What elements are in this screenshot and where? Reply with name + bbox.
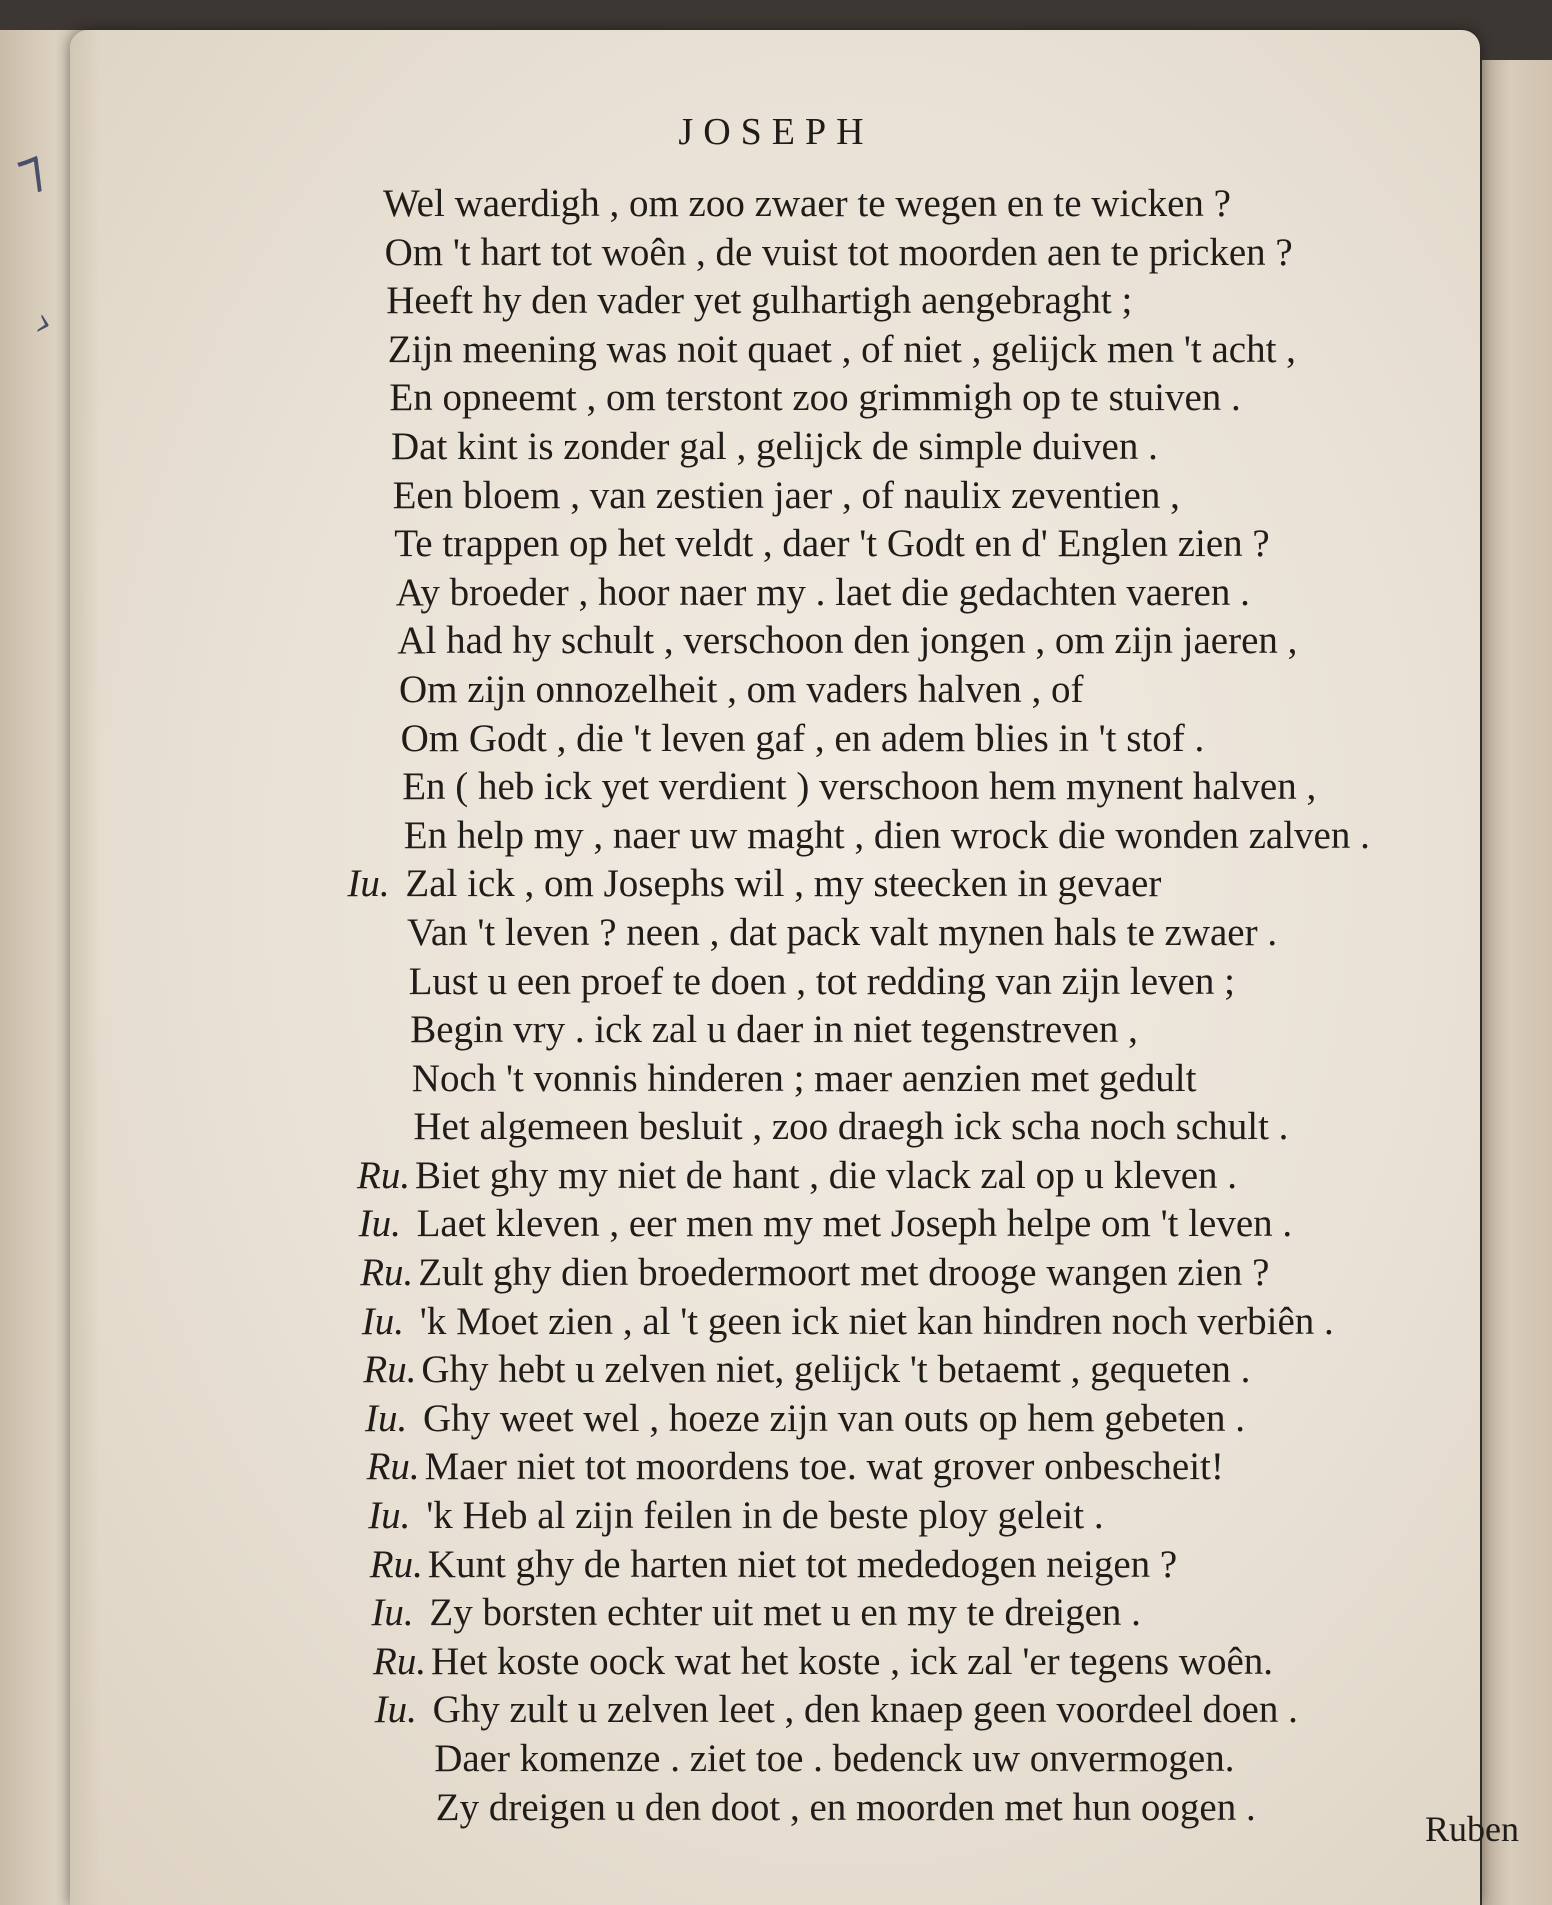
- verse-line: [370, 180, 1490, 229]
- verse-text: Al had hy schult , verschoon den jongen , om zijn jaeren ,: [397, 619, 1298, 663]
- verse-line: [357, 1152, 1490, 1201]
- verse-line: [370, 1006, 1490, 1055]
- verse-text: Te trappen op het veldt , daer 't Godt en d' Englen zien ?: [394, 522, 1270, 566]
- verse-text: Lust u een proef te doen , tot redding van zijn leven ;: [408, 959, 1235, 1003]
- verse-text: Heeft hy den vader yet gulhartigh aengebraght ;: [386, 279, 1133, 323]
- verse-text: Om Godt , die 't leven gaf , en adem blies in 't stof .: [400, 716, 1205, 760]
- poem-text: [347, 180, 1490, 1832]
- verse-line: [370, 763, 1490, 812]
- verse-text: Kunt ghy de harten niet tot mededogen neigen ?: [427, 1542, 1178, 1586]
- verse-text: Om zijn onnozelheit , om vaders halven , of: [399, 667, 1084, 711]
- verse-text: Ay broeder , hoor naer my . laet die gedachten vaeren .: [395, 570, 1250, 614]
- verse-text: Een bloem , van zestien jaer , of naulix zeventien ,: [392, 473, 1180, 517]
- verse-text: Zy borsten echter uit met u en my te dreigen .: [429, 1591, 1141, 1635]
- verse-line: [370, 520, 1490, 569]
- speaker-label: Ru.: [357, 1153, 411, 1197]
- verse-line: [365, 1395, 1490, 1444]
- verse-line: [370, 666, 1490, 715]
- verse-line: [370, 1784, 1490, 1833]
- verse-text: En ( heb ick yet verdient ) verschoon hem mynent halven ,: [402, 765, 1317, 809]
- verse-line: [370, 277, 1490, 326]
- verse-line: [347, 860, 1490, 909]
- verse-line: [370, 1735, 1490, 1784]
- verse-text: Noch 't vonnis hinderen ; maer aenzien met gedult: [411, 1056, 1197, 1100]
- running-head: JOSEPH: [678, 111, 874, 153]
- pencil-mark: ⁊: [8, 137, 54, 203]
- verse-line: [370, 1541, 1490, 1590]
- verse-text: Wel waerdigh , om zoo zwaer te wegen en te wicken ?: [383, 182, 1231, 225]
- verse-text: Begin vry . ick zal u daer in niet tegenstreven ,: [410, 1008, 1138, 1052]
- verse-line: [363, 1346, 1490, 1395]
- verse-text: Ghy hebt u zelven niet, gelijck 't betaemt , gequeten .: [421, 1348, 1251, 1392]
- verse-line: [370, 472, 1490, 521]
- speaker-label: Iu.: [358, 1202, 401, 1246]
- page-gutter: [70, 30, 100, 1905]
- verse-text: Maer niet tot moordens toe. wat grover onbescheit!: [424, 1445, 1224, 1489]
- verse-text: 'k Heb al zijn feilen in de beste ploy geleit .: [426, 1494, 1104, 1538]
- verse-text: 'k Moet zien , al 't geen ick niet kan hindren noch verbiên .: [419, 1299, 1334, 1343]
- speaker-label: Iu.: [374, 1688, 417, 1732]
- right-page-edge: [1482, 60, 1552, 1905]
- speaker-label: Iu.: [368, 1494, 411, 1538]
- verse-line: [370, 1492, 1490, 1541]
- verse-line: [360, 1249, 1490, 1298]
- speaker-label: Iu.: [347, 862, 390, 906]
- verse-text: En opneemt , om terstont zoo grimmigh op te stuiven .: [389, 376, 1241, 420]
- verse-line: [370, 1638, 1490, 1687]
- speaker-label: Iu.: [371, 1591, 414, 1635]
- verse-text: Het koste oock wat het koste , ick zal 'er tegens woên.: [431, 1639, 1274, 1683]
- verse-line: [370, 229, 1490, 278]
- verse-text: Het algemeen besluit , zoo draegh ick scha noch schult .: [413, 1105, 1289, 1149]
- verse-line: [370, 326, 1490, 375]
- speaker-label: Iu.: [365, 1396, 408, 1440]
- verse-line: [370, 1055, 1490, 1104]
- pencil-tick: ›: [30, 298, 58, 348]
- verse-text: Zy dreigen u den doot , en moorden met hun oogen .: [435, 1785, 1256, 1829]
- verse-line: [370, 715, 1490, 764]
- verse-text: Biet ghy my niet de hant , die vlack zal op u kleven .: [415, 1153, 1238, 1197]
- verse-line: [370, 617, 1490, 666]
- verse-line: [370, 1686, 1490, 1735]
- verse-line: [361, 1298, 1490, 1347]
- verse-line: [370, 1103, 1490, 1152]
- verse-line: [370, 909, 1490, 958]
- speaker-label: Iu.: [361, 1299, 405, 1343]
- speaker-label: Ru.: [369, 1542, 423, 1586]
- verse-line: [370, 423, 1490, 472]
- verse-text: Ghy zult u zelven leet , den knaep geen voordeel doen .: [432, 1688, 1298, 1732]
- verse-line: [366, 1443, 1490, 1492]
- catchword: Ruben: [1425, 1809, 1519, 1849]
- speaker-label: Ru.: [363, 1348, 417, 1392]
- verse-text: Zult ghy dien broedermoort met drooge wangen zien ?: [418, 1251, 1270, 1295]
- verse-text: Daer komenze . ziet toe . bedenck uw onvermogen.: [434, 1737, 1235, 1780]
- verse-text: Ghy weet wel , hoeze zijn van outs op hem gebeten .: [423, 1396, 1245, 1440]
- verse-text: Zijn meening was noit quaet , of niet , gelijck men 't acht ,: [387, 327, 1296, 371]
- speaker-label: Ru.: [366, 1445, 420, 1489]
- verse-line: [370, 812, 1490, 861]
- verse-line: [370, 1589, 1490, 1638]
- verse-text: Laet kleven , eer men my met Joseph helpe om 't leven .: [416, 1202, 1293, 1246]
- verse-text: Dat kint is zonder gal , gelijck de simple duiven .: [391, 424, 1158, 468]
- verse-line: [370, 958, 1490, 1007]
- speaker-label: Ru.: [373, 1639, 427, 1683]
- verse-text: Van 't leven ? neen , dat pack valt mynen hals te zwaer .: [407, 910, 1278, 954]
- verse-text: En help my , naer uw maght , dien wrock die wonden zalven .: [403, 813, 1370, 857]
- verse-text: Zal ick , om Josephs wil , my steecken in gevaer: [405, 862, 1162, 906]
- speaker-label: Ru.: [360, 1251, 414, 1295]
- verse-text: Om 't hart tot woên , de vuist tot moorden aen te pricken ?: [384, 230, 1293, 274]
- verse-line: [358, 1200, 1490, 1249]
- verse-line: [370, 569, 1490, 618]
- verse-line: [370, 374, 1490, 423]
